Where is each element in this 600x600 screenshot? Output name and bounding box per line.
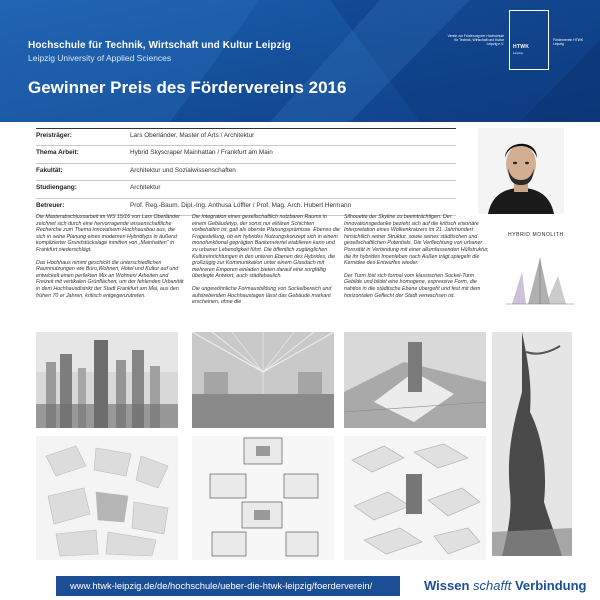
footer-url-link[interactable]: www.htwk-leipzig.de/de/hochschule/ueber-die-htwk-leipzig/foerderverein/ <box>70 580 373 591</box>
paragraph: Der Turm löst sich formal vom klassischen Sockel-Turm Gebilde und bildet eine homogene, expressive Form, die nahtlos in die städtische Ebene übergeht und fest mit dem horizontalen Geflecht der Stadt verwachsen ist. <box>344 272 481 299</box>
paragraph: Silhouette der Skyline zu beeinträchtigen. Der Innovationsgedanke bezieht sich auf die kritisch visionäre Interpretation eines Wolkenkratzers im 21. Jahrhundert hinsichtlich seiner Struktur, sowie seines städtischen und gesellschaftlichen Potentials. Die Verflechtung von urbaner Porosität in Verbindung mit einer allumfassenden Hüllstruktur, die ihr hybrides Innenleben nach Außen trägt,spiegeln die Kernidee des Entwurfes wieder. <box>344 214 489 267</box>
axonometric-drawing <box>344 436 486 560</box>
info-row <box>36 181 456 198</box>
tower-sketch-image <box>506 252 574 308</box>
paragraph: Die ungewöhnliche Formausbildung von Sockelbereich und aufstrebenden Hochhaustagen lässt das Gebäude markant erscheinen, ohne die <box>192 285 332 306</box>
slogan <box>424 578 586 593</box>
text-column-1 <box>36 214 184 305</box>
info-label: Betreuer: <box>36 201 65 209</box>
info-row <box>36 164 456 181</box>
paragraph: Die Masterabschlussarbeit im WS 15/16 von Lars Oberländer zeichnet sich durch eine hervorragende wissenschaftliche Recherche zum Thema innovativem Hochhausbau aus, die sich in seine Planung eines modernen Hybridtyps in äußerst komplizierter Grundstückslage inmitten von „Mainhatten" in Frankfurt niederschlägt. <box>36 214 180 253</box>
slogan-word: Verbindung <box>514 578 587 593</box>
info-label: Preisträger: <box>36 132 72 139</box>
info-value: Architektur und Sozialwissenschaften <box>130 166 236 174</box>
paragraph: Die Integration eines gesellschaftlich nutzbaren Raums in einem Gebäudetyp, der sonst nur elitären Schichten vorbehalten ist, galt als oberste Planungsprämisse. Ebenso die Fragestellung, ob ein hybrides Nutzungskonzept sich in einem monofunktional geprägten Bankenviertel etablieren kann und zu urbaner Lebendigkeit führt. Die öffentlich zugänglichen Kultureinrichtungen in den unteren Ebenen des Hybrides, die großzügig zur Kommunikation unter einem Glasdach mit mehreren Emporen einladen bieten darauf eine sorgfältig überlegte Antwort, auch städtebaulich. <box>192 214 340 280</box>
tower-concept-rendering <box>492 332 572 556</box>
page-title: Gewinner Preis des Fördervereins 2016 <box>28 78 347 97</box>
htwk-logo-subtext: Leipzig <box>513 51 523 55</box>
slogan-word: schafft <box>473 578 512 593</box>
info-label: Thema Arbeit: <box>36 149 79 157</box>
info-value: Architektur <box>130 184 161 192</box>
htwk-logo-text: HTWK <box>513 44 530 50</box>
aerial-model-photo <box>344 332 486 428</box>
paragraph: Das Hochhaus nimmt geschickt die unterschiedlichen Raumnutzungen wie Büro,Wohnen, Hotel und Kultur auf und entwickelt einen perfekten Mix an Wohnen/ Arbeiten und Freizeit mit vertikalen Grünflächen, um der fehlenden Urbanität in dem Hochhausdistrikt der Stadt Frankfurt am Mai, aus den frühen 70 er Jahren, kritisch entgegenzutreten. <box>36 259 184 299</box>
info-value: Prof. Reg.-Baum. Dipl.-Ing. Anthusa Löffler / Prof. Mag. Arch. Hubert Hermann <box>130 201 352 209</box>
text-column-3 <box>344 214 492 305</box>
floor-plans-drawing <box>192 436 334 560</box>
info-label: Fakultät: <box>36 166 63 174</box>
info-row <box>36 146 456 163</box>
hybrid-monolith-title: HYBRID MONOLITH <box>508 232 564 238</box>
text-column-2 <box>192 214 340 312</box>
info-row <box>36 128 456 146</box>
site-plan-drawing <box>36 436 178 560</box>
school-name-english: Leipzig University of Applied Sciences <box>28 53 172 63</box>
info-label: Studiengang: <box>36 184 77 192</box>
info-table <box>36 128 456 216</box>
htwk-logo <box>509 10 549 70</box>
info-value: Lars Oberländer, Master of Arts / Architektur <box>130 132 255 139</box>
atrium-rendering <box>192 332 334 428</box>
portrait-photo <box>478 128 564 214</box>
skyline-rendering <box>36 332 178 428</box>
foerderverein-logo-text: Förderverein HTWK Leipzig <box>553 38 584 47</box>
school-name: Hochschule für Technik, Wirtschaft und Kultur Leipzig <box>28 40 291 51</box>
info-value: Hybrid Skyscraper Mainhattan / Frankfurt am Main <box>130 149 273 157</box>
verein-logo-text: Verein zur Förderung der Hochschule für Technik, Wirtschaft und Kultur Leipzig e.V. <box>447 34 504 47</box>
slogan-word: Wissen <box>424 578 470 593</box>
